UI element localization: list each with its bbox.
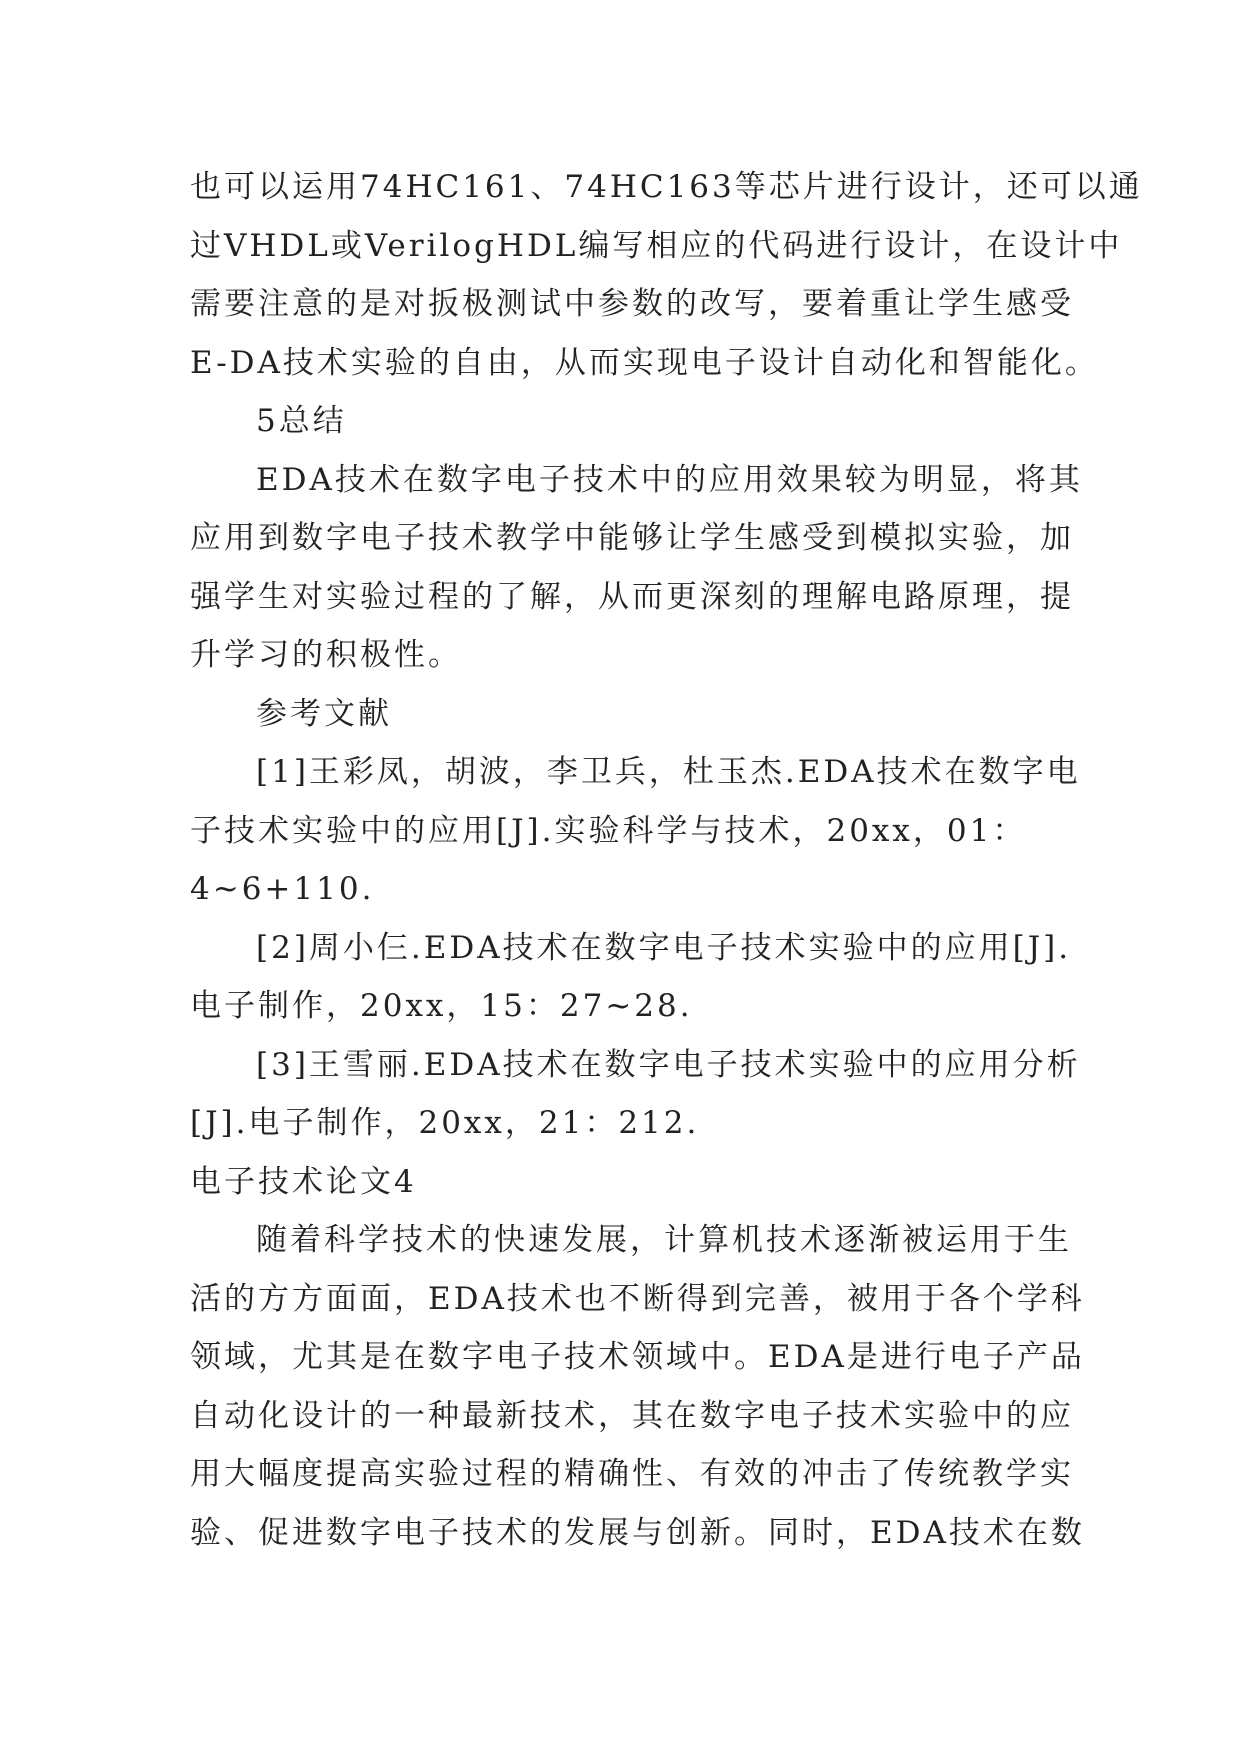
text-line: EDA技术在数字电子技术中的应用效果较为明显，将其 [256, 461, 1083, 498]
text-line: E-DA技术实验的自由，从而实现电子设计自动化和智能化。 [190, 344, 1099, 381]
text-line: 自动化设计的一种最新技术，其在数字电子技术实验中的应 [190, 1397, 1074, 1434]
document-body [190, 158, 1143, 1562]
reference-line: 电子制作，20xx，15：27~28. [190, 988, 693, 1024]
article-title: 电子技术论文4 [190, 1163, 417, 1200]
reference-line: [3]王雪丽.EDA技术在数字电子技术实验中的应用分析 [256, 1046, 1081, 1083]
text-line: 用大幅度提高实验过程的精确性、有效的冲击了传统教学实 [190, 1456, 1074, 1492]
reference-line: [2]周小仨.EDA技术在数字电子技术实验中的应用[J]. [256, 929, 1072, 966]
text-line: 领域，尤其是在数字电子技术领域中。EDA是进行电子产品 [190, 1339, 1085, 1375]
text-line: 强学生对实验过程的了解，从而更深刻的理解电路原理，提 [190, 578, 1074, 615]
text-line: 需要注意的是对扳极测试中参数的改写，要着重让学生感受 [190, 286, 1074, 322]
reference-line: 子技术实验中的应用[J].实验科学与技术，20xx，01： [190, 812, 1027, 849]
section-heading-summary: 5总结 [256, 403, 347, 439]
references-heading: 参考文献 [256, 695, 392, 732]
text-line: 升学习的积极性。 [190, 637, 462, 673]
reference-line: 4~6+110. [190, 871, 375, 907]
text-line: 也可以运用74HC161、74HC163等芯片进行设计，还可以通 [190, 169, 1143, 205]
text-line: 验、促进数字电子技术的发展与创新。同时，EDA技术在数 [190, 1514, 1085, 1551]
reference-line: [1]王彩凤，胡波，李卫兵，杜玉杰.EDA技术在数字电 [256, 754, 1081, 790]
text-line: 应用到数字电子技术教学中能够让学生感受到模拟实验，加 [190, 520, 1074, 556]
text-line: 过VHDL或VerilogHDL编写相应的代码进行设计，在设计中 [190, 227, 1123, 264]
text-line: 随着科学技术的快速发展，计算机技术逐渐被运用于生 [256, 1222, 1072, 1258]
text-line: 活的方方面面，EDA技术也不断得到完善，被用于各个学科 [190, 1280, 1085, 1317]
reference-line: [J].电子制作，20xx，21：212. [190, 1105, 700, 1141]
